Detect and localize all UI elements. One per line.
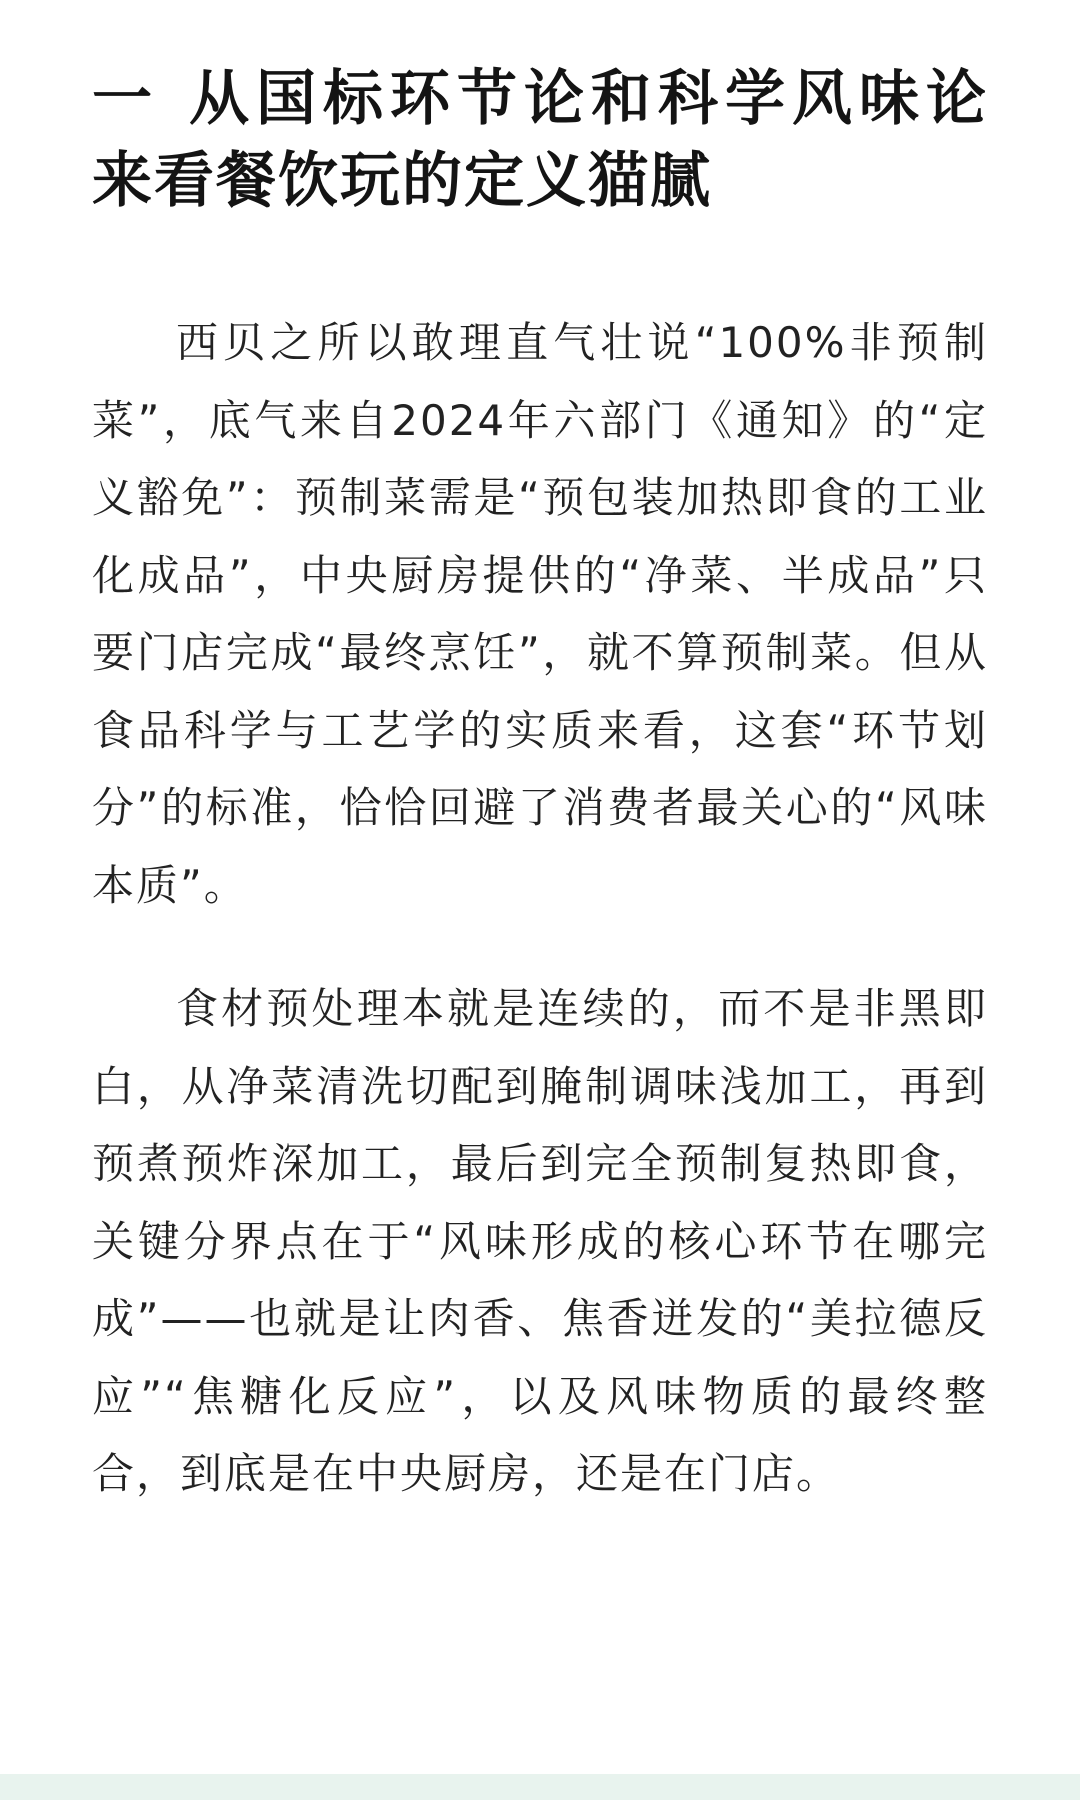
paragraph-2: 食材预处理本就是连续的，而不是非黑即白，从净菜清洗切配到腌制调味浅加工，再到预煮预炸深加工，最后到完全预制复热即食，关键分界点在于“风味形成的核心环节在哪完成”——也就是让肉香、焦香迸发的“美拉德反应”“焦糖化反应”，以及风味物质的最终整合，到底是在中央厨房，还是在门店。 <box>92 984 988 1498</box>
paragraph-1: 西贝之所以敢理直气壮说“100%非预制菜”，底气来自2024年六部门《通知》的“定义豁免”：预制菜需是“预包装加热即食的工业化成品”，中央厨房提供的“净菜、半成品”只要门店完成“最终烹饪”，就不算预制菜。但从食品科学与工艺学的实质来看，这套“环节划分”的标准，恰恰回避了消费者最关心的“风味本质”。 <box>92 318 988 910</box>
section-heading <box>92 58 988 222</box>
article-body <box>92 58 988 1513</box>
footer-band <box>0 1774 1080 1800</box>
section-title-text: 从国标环节论和科学风味论来看餐饮玩的定义猫腻 <box>92 64 988 216</box>
section-number: 一 <box>92 64 154 134</box>
